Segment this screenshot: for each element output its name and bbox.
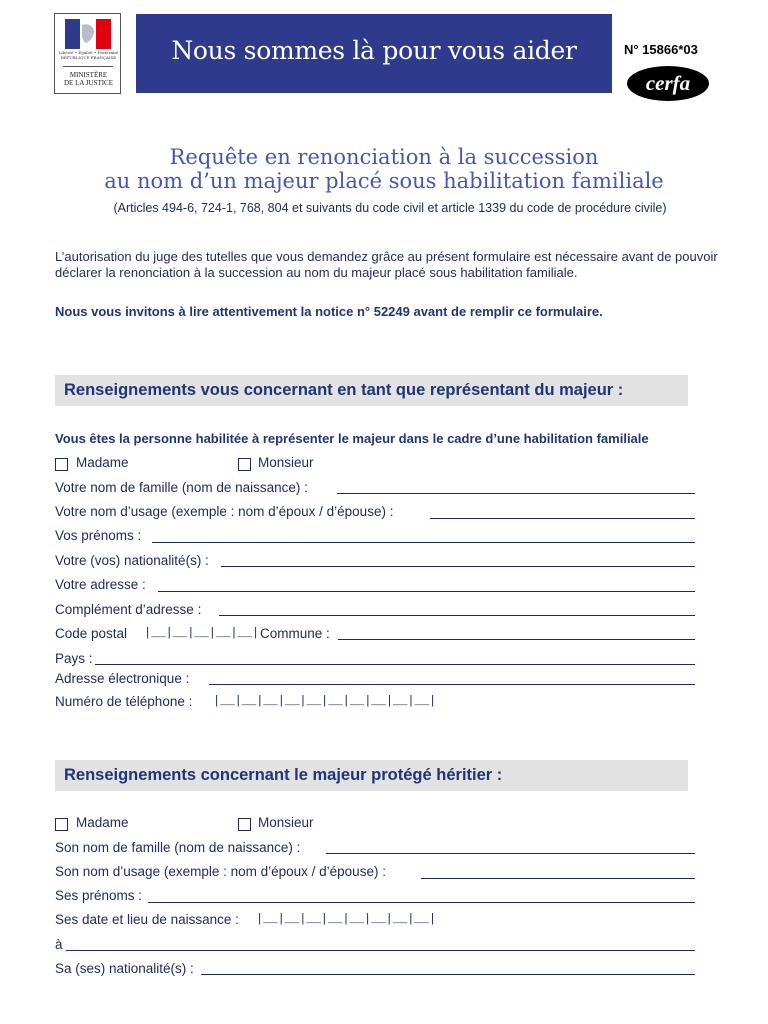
madame-checkbox[interactable] [55, 458, 68, 471]
intro-paragraph: L’autorisation du juge des tutelles que vous demandez grâce au présent formulaire est nécessaire avant de pouvoir déclarer la renonciation à la succession au nom du majeur placé sous habilitation familiale. [55, 249, 718, 280]
nom-famille-label: Votre nom de famille (nom de naissance) : [55, 480, 308, 495]
ministry-name-line2: DE LA JUSTICE [64, 79, 113, 87]
commune-label: Commune : [260, 626, 330, 641]
complement-label: Complément d’adresse : [55, 602, 202, 617]
telephone-field[interactable]: |__|__|__|__|__|__|__|__|__|__| [213, 694, 437, 708]
heir-nom-famille-field[interactable] [326, 853, 695, 854]
adresse-label: Votre adresse : [55, 577, 146, 592]
telephone-label: Numéro de téléphone : [55, 694, 193, 709]
nationalite-field[interactable] [221, 566, 695, 567]
form-title-line2: au nom d’un majeur placé sous habilitation familiale [104, 169, 664, 193]
heir-date-field[interactable]: |__|__|__|__|__|__|__|__| [256, 912, 437, 926]
republic-motto: Liberté • Égalité • Fraternité RÉPUBLIQUE FRANÇAISE [58, 50, 119, 60]
code-postal-field[interactable]: |__|__|__|__|__| [144, 626, 260, 640]
heir-date-lieu-label: Ses date et lieu de naissance : [55, 912, 239, 927]
ministry-logo [54, 13, 121, 94]
ministry-name [57, 71, 120, 87]
banner-text: Nous sommes là pour vous aider [171, 36, 577, 65]
code-postal-label: Code postal [55, 626, 128, 641]
section1-statement: Vous êtes la personne habilitée à représenter le majeur dans le cadre d’une habilitation familiale [55, 431, 649, 446]
prenoms-label: Vos prénoms : [55, 528, 142, 543]
heir-madame-label: Madame [76, 815, 129, 830]
pays-label: Pays : [55, 651, 93, 666]
pays-field[interactable] [95, 664, 695, 665]
email-label: Adresse électronique : [55, 671, 190, 686]
heir-prenoms-field[interactable] [148, 902, 695, 903]
nom-famille-field[interactable] [337, 493, 695, 494]
heir-nationalite-label: Sa (ses) nationalité(s) : [55, 961, 194, 976]
header-banner [136, 14, 612, 93]
section1-heading [55, 375, 688, 406]
heir-nom-famille-label: Son nom de famille (nom de naissance) : [55, 840, 301, 855]
cerfa-logo [627, 66, 709, 101]
marianne-flag-icon [65, 19, 111, 49]
commune-field[interactable] [338, 639, 695, 640]
heir-madame-checkbox[interactable] [55, 818, 68, 831]
heir-nationalite-field[interactable] [201, 974, 695, 975]
heir-nom-usage-field[interactable] [421, 878, 695, 879]
monsieur-label: Monsieur [258, 455, 314, 470]
cerfa-logo-text: cerfa [645, 71, 691, 95]
nom-usage-label: Votre nom d’usage (exemple : nom d’époux / d’épouse) : [55, 504, 394, 519]
heir-nom-usage-label: Son nom d’usage (exemple : nom d’époux / d’épouse) : [55, 864, 386, 879]
logo-divider [63, 66, 113, 67]
section2-heading-text: Renseignements concernant le majeur protégé héritier : [64, 766, 503, 784]
heir-monsieur-checkbox[interactable] [238, 818, 251, 831]
ministry-name-line1: MINISTÈRE [69, 71, 108, 79]
complement-field[interactable] [219, 615, 695, 616]
cerfa-number: N° 15866*03 [624, 42, 698, 57]
section2-heading [55, 760, 688, 791]
prenoms-field[interactable] [152, 542, 695, 543]
section1-heading-text: Renseignements vous concernant en tant que représentant du majeur : [64, 381, 624, 399]
email-field[interactable] [209, 684, 695, 685]
nom-usage-field[interactable] [430, 518, 695, 519]
adresse-field[interactable] [158, 591, 695, 592]
monsieur-checkbox[interactable] [238, 458, 251, 471]
form-title-line1: Requête en renonciation à la succession [169, 145, 599, 169]
heir-lieu-field[interactable] [66, 950, 695, 951]
form-articles: (Articles 494-6, 724-1, 768, 804 et suivants du code civil et article 1339 du code de procédure civile) [113, 201, 667, 215]
heir-lieu-label: à [55, 937, 63, 952]
intro-notice: Nous vous invitons à lire attentivement la notice n° 52249 avant de remplir ce formulaire. [55, 304, 603, 319]
heir-monsieur-label: Monsieur [258, 815, 314, 830]
nationalite-label: Votre (vos) nationalité(s) : [55, 553, 209, 568]
heir-prenoms-label: Ses prénoms : [55, 888, 143, 903]
madame-label: Madame [76, 455, 129, 470]
